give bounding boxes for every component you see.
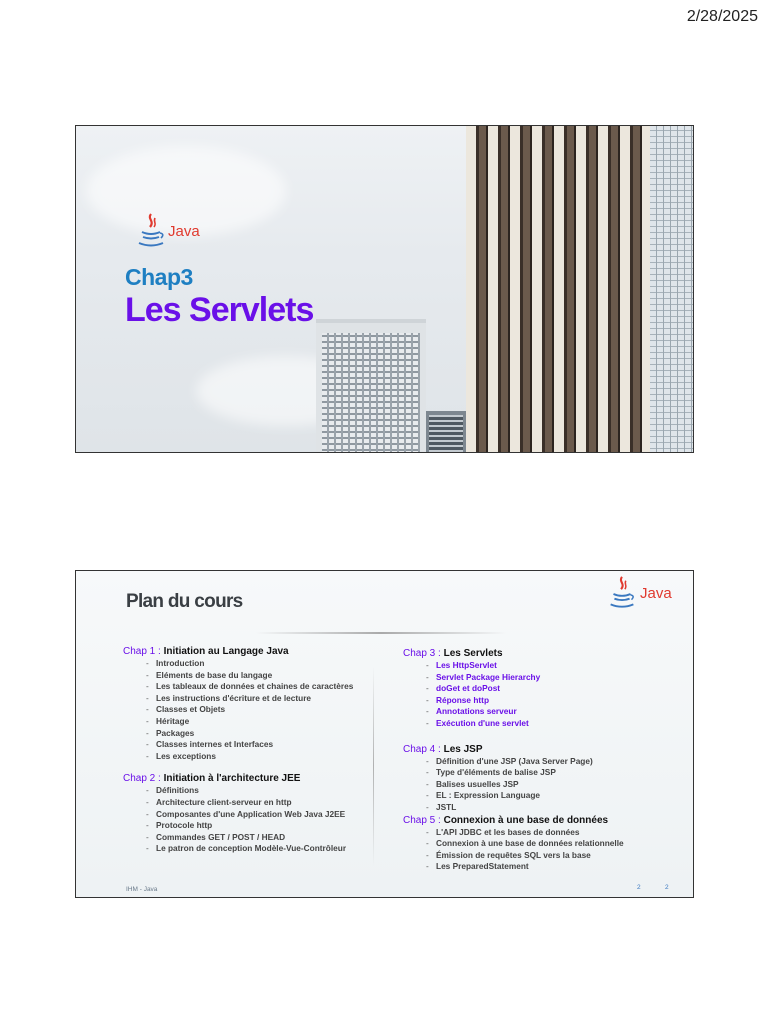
- column-divider: [373, 666, 374, 866]
- list-item: - EL : Expression Language: [426, 790, 673, 802]
- building-small: [426, 411, 466, 453]
- list-item: - Définitions: [146, 785, 368, 797]
- chapter-number: Chap 1 :: [123, 646, 161, 657]
- list-item: - Héritage: [146, 716, 368, 728]
- slide-number-duplicate: 2: [665, 884, 669, 891]
- list-item: - Émission de requêtes SQL vers la base: [426, 850, 673, 862]
- java-logo: [606, 575, 672, 611]
- list-item: - Exécution d'une servlet: [426, 718, 673, 730]
- list-item: - Réponse http: [426, 695, 673, 707]
- list-item: - Annotations serveur: [426, 706, 673, 718]
- chapter-5: [403, 814, 673, 873]
- slide-title: Les Servlets: [125, 291, 314, 329]
- chapter-name: Connexion à une base de données: [443, 814, 609, 826]
- list-item: - Classes et Objets: [146, 704, 368, 716]
- java-logo: [136, 212, 200, 250]
- chapter-name: Les Servlets: [443, 648, 503, 659]
- building-right: [650, 126, 694, 453]
- java-logo-text: Java: [168, 222, 200, 240]
- list-item: - Composantes d'une Application Web Java J2EE: [146, 809, 368, 821]
- plan-title: Plan du cours: [126, 591, 243, 612]
- chapter-number: Chap 4 :: [403, 743, 441, 755]
- list-item: - Protocole http: [146, 820, 368, 832]
- list-item: - Packages: [146, 728, 368, 740]
- list-item: - Définition d'une JSP (Java Server Page): [426, 756, 673, 768]
- list-item: - Commandes GET / POST / HEAD: [146, 832, 368, 844]
- chapter-items: [426, 827, 673, 873]
- list-item: - Type d'éléments de balise JSP: [426, 767, 673, 779]
- chapter-4: [403, 743, 673, 814]
- java-cup-icon: [606, 575, 638, 611]
- list-item: - doGet et doPost: [426, 683, 673, 695]
- chapter-name: Initiation au Langage Java: [163, 646, 289, 657]
- chapter-label: Chap3: [125, 264, 193, 290]
- chapter-items: [426, 756, 673, 814]
- slide-course-plan: [75, 570, 694, 898]
- list-item: - Balises usuelles JSP: [426, 779, 673, 791]
- slide-footer-label: IHM - Java: [126, 886, 158, 893]
- chapter-items: [146, 785, 368, 855]
- chapter-number: Chap 3 :: [403, 648, 441, 659]
- chapter-items: [426, 660, 673, 730]
- list-item: - Le patron de conception Modèle-Vue-Contrôleur: [146, 843, 368, 855]
- list-item: - Les instructions d'écriture et de lecture: [146, 693, 368, 705]
- chapter-name: Initiation à l'architecture JEE: [163, 773, 301, 785]
- java-logo-text: Java: [640, 584, 672, 602]
- building-left: [316, 319, 426, 453]
- title-divider: [256, 632, 506, 634]
- list-item: - Eléments de base du langage: [146, 670, 368, 682]
- building-tower: [466, 126, 650, 453]
- list-item: - Classes internes et Interfaces: [146, 739, 368, 751]
- chapter-name: Les JSP: [443, 743, 483, 755]
- chapter-number: Chap 2 :: [123, 773, 161, 785]
- list-item: - Les tableaux de données et chaines de caractères: [146, 681, 368, 693]
- chapter-3: [403, 647, 673, 730]
- chapter-number: Chap 5 :: [403, 814, 441, 826]
- chapter-items: [146, 658, 368, 762]
- list-item: - Les exceptions: [146, 751, 368, 763]
- list-item: - Les HttpServlet: [426, 660, 673, 672]
- chapter-2: [123, 772, 368, 855]
- slide-title-servlets: [75, 125, 694, 453]
- list-item: - L'API JDBC et les bases de données: [426, 827, 673, 839]
- list-item: - Architecture client-serveur en http: [146, 797, 368, 809]
- plan-right-column: [403, 647, 673, 873]
- java-cup-icon: [136, 212, 166, 250]
- print-date: 2/28/2025: [686, 8, 758, 25]
- list-item: - Servlet Package Hierarchy: [426, 672, 673, 684]
- list-item: - Les PreparedStatement: [426, 861, 673, 873]
- list-item: - JSTL: [426, 802, 673, 814]
- chapter-1: [123, 645, 368, 762]
- plan-left-column: [123, 645, 368, 855]
- list-item: - Introduction: [146, 658, 368, 670]
- list-item: - Connexion à une base de données relationnelle: [426, 838, 673, 850]
- slide-number: 2: [637, 884, 641, 891]
